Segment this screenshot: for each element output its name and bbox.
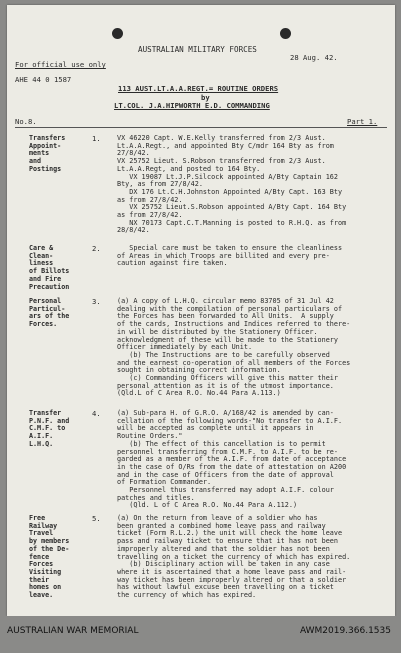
document-date: 28 Aug. 42. [290,53,338,62]
classification: For official use only [15,60,106,69]
section-number: 2. [92,244,101,253]
section-number: 3. [92,297,101,306]
accession-number: AWM2019.366.1535 [299,626,391,636]
reference-number: AHE 44 0 1587 [15,75,72,84]
section-heading: Free Railway Travel by members of the De- fence Forces Visiting their homes on leave. [29,514,70,600]
punch-hole [112,28,123,39]
section-number: 4. [92,409,101,418]
section-number: 5. [92,514,101,523]
commander: LT.COL. J.A.HIPWORTH E.D. COMMANDING [114,101,270,110]
section-number: 1. [92,134,101,143]
punch-hole [280,28,291,39]
document-page [7,5,395,616]
section-body: VX 46220 Capt. W.E.Kelly transferred from 2/3 Aust. Lt.A.A.Regt., and appointed Bty C/mdr 164 Bty as from 27/8/42. VX 25752 Lieut. S.Robson transferred from 2/3 Aust. Lt.A.A.Regt, and posted to 164 Bty. VX 19087 Lt.J.P.Silcock appointed A/Bty Captain 162 Bty, as from 27/8/42. DX 176 Lt.C.H.Johnston Appointed A/Bty Capt. 163 Bty as from 27/8/42. VX 25752 Lieut.S.Robson appointed A/Bty Capt. 164 Bty as from 27/8/42. NX 70173 Capt.C.T.Manning is posted to R.H.Q. as from 28/8/42. [117,134,347,235]
order-by: by [201,93,210,102]
archive-name: AUSTRALIAN WAR MEMORIAL [7,626,139,636]
section-body: (a) A copy of L.H.Q. circular memo 83705 of 31 Jul 42 dealing with the compilation of personal particulars of the Forces has been forwarded to All Units. A supply of the cards, Instructions and Indices referred to there- in will be distributed by the Stationery Officer. acknowledgment of these will be made to the Stationery Officer immediately by each Unit. (b) The Instructions are to be carefully observed and the earnest co-operation of all members of the Forces sought in obtaining correct information. (c) Commanding Officers will give this matter their personal attention as it is of the utmost importance. (Qld.L of C Area R.O. No.44 Para A.113.) [117,297,351,398]
order-number: No.8. [15,117,37,126]
section-heading: Transfer P.N.F. and C.M.F. to A.I.F. L.H.Q. [29,409,70,448]
document-title: AUSTRALIAN MILITARY FORCES [138,45,257,54]
order-heading: 113 AUST.LT.A.A.REGT.= ROUTINE ORDERS [118,84,279,93]
archive-footer [0,616,401,653]
section-heading: Transfers Appoint- ments and Postings [29,134,66,173]
part-number: Part 1. [347,117,378,126]
section-heading: Personal Particul- ars of the Forces. [29,297,70,329]
header-rule [15,127,387,128]
section-heading: Care & Clean- liness of Billots and Fire Precaution [29,244,70,291]
section-body: (a) On the return from leave of a soldier who has been granted a combined home leave pass and railway ticket (Form R.L.2.) the unit will check the home leave pass and railway ticket to ensure that it has not been improperly altered and that the soldier has not been travelling on a ticket the currency of which has expired. (b) Disciplinary action will be taken in any case where it is ascertained that a home leave pass and rail- way ticket has been improperly altered or that a soldier has without lawful excuse been travelling on a ticket the currency of which has expired. [117,514,351,600]
section-body: Special care must be taken to ensure the cleanliness of Areas in which Troops are billited and every pre- caution against fire taken. [117,244,343,268]
section-body: (a) Sub-para H. of G.R.O. A/168/42 is amended by can- cellation of the following words-"No transfer to A.I.F. will be accepted as complete until it appears in Routine Orders." (b) The effect of this cancellation is to permit personnel transferring from C.M.F. to A.I.F. to be re- garded as a member of the A.I.F. from date of acceptance in the case of O/Rs from the date of attestation on A200 and in the case of Officers from the date of approval of Formation Commander. Personnel thus transferred may adopt A.I.F. colour patches and titles. (Qld. L of C Area R.O. No.44 Para A.112.) [117,409,347,510]
